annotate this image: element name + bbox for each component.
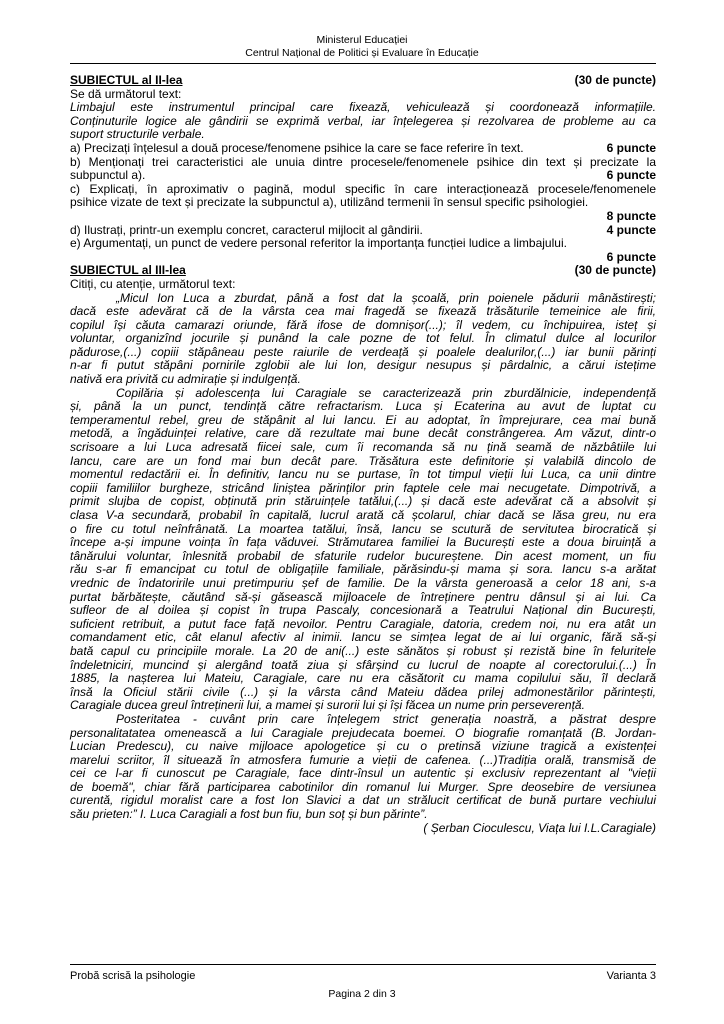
passage-line: momentul redactării ei. În definitiv, Iancu nu se purtase, în tot timpul vieții lui Luca, ca unii dintre [70, 467, 656, 482]
passage-line: clasa V-a secundară, probabil în capitală, lucrul arată că școlarul, chiar dacă se lăsa greu, nu era [70, 508, 656, 522]
item-c [70, 183, 656, 224]
passage-line: comandament etic, cât elanul afectiv al inimii. Iancu se simțea legat de ai lui organic, fără să-și [70, 630, 656, 645]
passage-line: bată capul cu principiile morale. La 20 de ani(...) este sănătos și robust și rezistă bine în feluritele [70, 643, 656, 658]
passage-line: personalitatatea omenească a lui Caragiale prejudecata boemei. O biografie romanțată (B. Jordan- [70, 725, 656, 740]
page-number: Pagina 2 din 3 [328, 988, 396, 1000]
item-c-points: 8 puncte [606, 208, 656, 223]
footer-subject: Probă scrisă la psihologie [70, 970, 196, 982]
passage-line: începe a-și impune voința în fața văduvei. Strămutarea familiei la București este a doua biruință a [70, 535, 656, 550]
item-b [70, 156, 656, 183]
passage-line: 1885, la nașterea lui Mateiu, Caragiale, care nu era căsătorit cu mama copilului său, îl declară [70, 671, 656, 686]
item-a [70, 142, 656, 156]
item-d [70, 224, 656, 238]
page-footer [70, 970, 656, 982]
passage-line: copilul își căuta camarazi oriunde, fără ifose de domnișor(...); îl vedem, cu închipuirea, isteț și [70, 317, 656, 332]
passage-line: suficient retribuit, a putut face față nevoilor. Pentru Caragiale, datoria, credem noi, nu era atât un [70, 616, 656, 631]
passage-line: rău s-ar fi emancipat cu totul de obligațiile familiale, părăsindu-și mama și sora. Iancu s-a arătat [70, 562, 656, 577]
passage-line: îndeletniciri, muncind și alergând toată ziua și sfârșind cu lucrul de noapte al corectorului.(...) În [70, 657, 656, 672]
subject-2-heading [70, 74, 656, 88]
passage-line: metodă, a îngăduinței relative, care dă rezultate mai bune decât constrângerea. Am văzut, dintr-o [70, 426, 656, 441]
passage-source: ( Șerban Cioculescu, Viața lui I.L.Caragiale) [423, 820, 656, 835]
passage-line: Iancu, care are un fond mai bun decât pare. Trăsătura este definitorie și valabilă dincolo de [70, 453, 656, 468]
passage-line: n-ar fi putut stăpâni pornirile zglobii ale lui Ion, desigur nesupus și pârdalnic, a cărui istețime [70, 358, 656, 373]
passage-line: „Micul Ion Luca a zburdat, până a fost dat la școală, prin poienele pădurii mânăstirești; [116, 290, 656, 305]
item-a-points: 6 puncte [606, 140, 656, 155]
passage-line: scrisoare a lui Luca adresată fiicei sale, cum îi recomanda să nu țină seamă de năzbâtiile lui [70, 440, 656, 455]
passage-line: primit slujba de copist, obținută prin stăruințele tatălui,(...) și dacă este adevărat că a absolvit și [70, 494, 656, 509]
passage-line: și, până la un punct, tendință către refractarism. Luca și Ecaterina au avut de luptat cu [70, 399, 656, 414]
subject-3-intro: Citiți, cu atenție, următorul text: [70, 276, 236, 291]
subject-3-title: SUBIECTUL al III-lea [70, 263, 186, 278]
page-header [0, 34, 724, 60]
center-name: Centrul Național de Politici și Evaluare în Educație [245, 47, 479, 59]
ministry-name: Ministerul Educației [316, 34, 408, 46]
subject-2-intro: Se dă următorul text: [70, 86, 182, 101]
passage-line: temperamentul rebel, greu de stăpânit al lui Iancu. Ei au adoptat, în împrejurare, cea mai bună [70, 412, 656, 427]
passage-line: pădurose,(...) copiii stăpâneau peste raiurile de verdeață și poalele dealurilor,(...) iar bunii părinți [70, 344, 656, 359]
passage-line: dacă este adevărat că de la vârsta cea mai fragedă se fixează trăsăturile temeinice ale firii, [70, 304, 656, 319]
item-e-points: 6 puncte [606, 249, 656, 264]
passage-line: tânărului voluntar, înlesnită probabil de sfaturile rudelor bucureștene. Din acest moment, un fiu [70, 548, 656, 563]
passage-line: de boemă", chiar fără participarea cabotinilor din romanul lui Murger. Spre deosebire de versiunea [70, 779, 656, 794]
item-b-points: 6 puncte [606, 168, 656, 183]
passage-line: curentă, rigidul moralist care a fost Ion Slavici a dat un strălucit certificat de bună purtare vechiului [70, 793, 656, 808]
passage-line: purtat bărbătește, căutând să-și găsească mijloacele de întreținere pentru dânsul și ai lui. Ca [70, 589, 656, 604]
passage-line: sufleor de al doilea și copist în trupa Pascaly, concesionară a Teatrului Național din București, [70, 603, 656, 618]
item-c-line: psihice vizate de text și precizate la subpunctul a), utilizând termenii în sensul specific psihologiei. [70, 195, 589, 210]
footer-variant: Varianta 3 [606, 970, 656, 982]
footer-divider [70, 964, 656, 965]
item-e-text: e) Argumentați, un punct de vedere personal referitor la importanța funcției ludice a limbajului. [70, 236, 567, 251]
item-b-line: subpunctul a). [70, 168, 146, 183]
passage-line: însă la Oficiul stării civile (...) și la vârsta când Mateiu dădea prilej admonestărilor părintești, [70, 684, 656, 699]
passage-line: voluntar, organizînd jocurile și punând la cale pozne de tot felul. În climatul dulce al locurilor [70, 331, 656, 346]
passage-line: o fire cu totul neînfrânată. La moartea tatălui, însă, Iancu se scutură de servitutea birocratică și [70, 521, 656, 536]
subject-3-heading [70, 264, 656, 278]
header-divider [70, 63, 656, 64]
passage-paragraph [70, 713, 656, 822]
passage-line: Copilăria și adolescența lui Caragiale se caracterizează prin zburdălnicie, independență [116, 385, 656, 400]
passage-paragraph [70, 387, 656, 713]
item-d-points: 4 puncte [606, 222, 656, 237]
passage-line: Posteritatea - cuvânt prin care înțelegem strict generația noastră, a păstrat despre [116, 711, 656, 726]
passage-paragraph [70, 292, 656, 387]
quote-line: suport structurile verbale. [70, 127, 205, 142]
page-content [70, 74, 656, 835]
item-e [70, 237, 656, 264]
passage-line: vrednic de îndatoririle unui pretimpuriu șef de familie. De la vârsta generoasă a celor 18 ani, s-a [70, 575, 656, 590]
subject-2-quote [70, 101, 656, 142]
item-c-line: c) Explicați, în aproximativ o pagină, modul specific în care interacționează procesele/fenomenele [70, 181, 656, 196]
passage-line: marelui scriitor, îl situează în atmosfera fumurie a vieții de cafenea. (...)Tradiția orală, transmisă de [70, 752, 656, 767]
passage-line: copiii familiilor burgheze, stricând liniștea părinților prin faptele cele mai necugetate. Dimpotrivă, a [70, 480, 656, 495]
subject-2-points: (30 de puncte) [574, 73, 656, 87]
item-a-text: a) Precizați înțelesul a două procese/fenomene psihice la care se face referire în text. [70, 140, 524, 155]
quote-line: Conținuturile logice ale gândirii se exprimă verbal, iar înțelegerea și rezolvarea de probleme au ca [70, 113, 656, 128]
item-d-text: d) Ilustrați, printr-un exemplu concret, caracterul mijlocit al gândirii. [70, 222, 423, 237]
passage-line: cei ce l-ar fi cunoscut pe Caragiale, face dintr-însul un autentic și exclusiv reprezentant al "vieții [70, 766, 656, 781]
passage-line: Caragiale ducea greul întreținerii lui, a mamei și surorii lui și își făcea un nume prin perseverență. [70, 698, 585, 713]
item-b-line: b) Menționați trei caracteristici ale unuia dintre procesele/fenomenele psihice din text și precizate la [70, 154, 656, 169]
subject-2-title: SUBIECTUL al II-lea [70, 73, 183, 87]
passage-line: său prieten:” I. Luca Caragiali a fost bun fiu, bun soț și bun părinte”. [70, 807, 428, 822]
passage [70, 292, 656, 822]
passage-line: Lucian Predescu), cu naive mijloace apologetice și cu o pretinsă viziune tragică a existenței [70, 739, 656, 754]
quote-line: Limbajul este instrumentul principal care fixează, vehiculează și coordonează informațiile. [70, 100, 656, 115]
subject-3-points: (30 de puncte) [574, 263, 656, 278]
passage-line: nativă era privită cu admirație și indulgență. [70, 372, 301, 387]
